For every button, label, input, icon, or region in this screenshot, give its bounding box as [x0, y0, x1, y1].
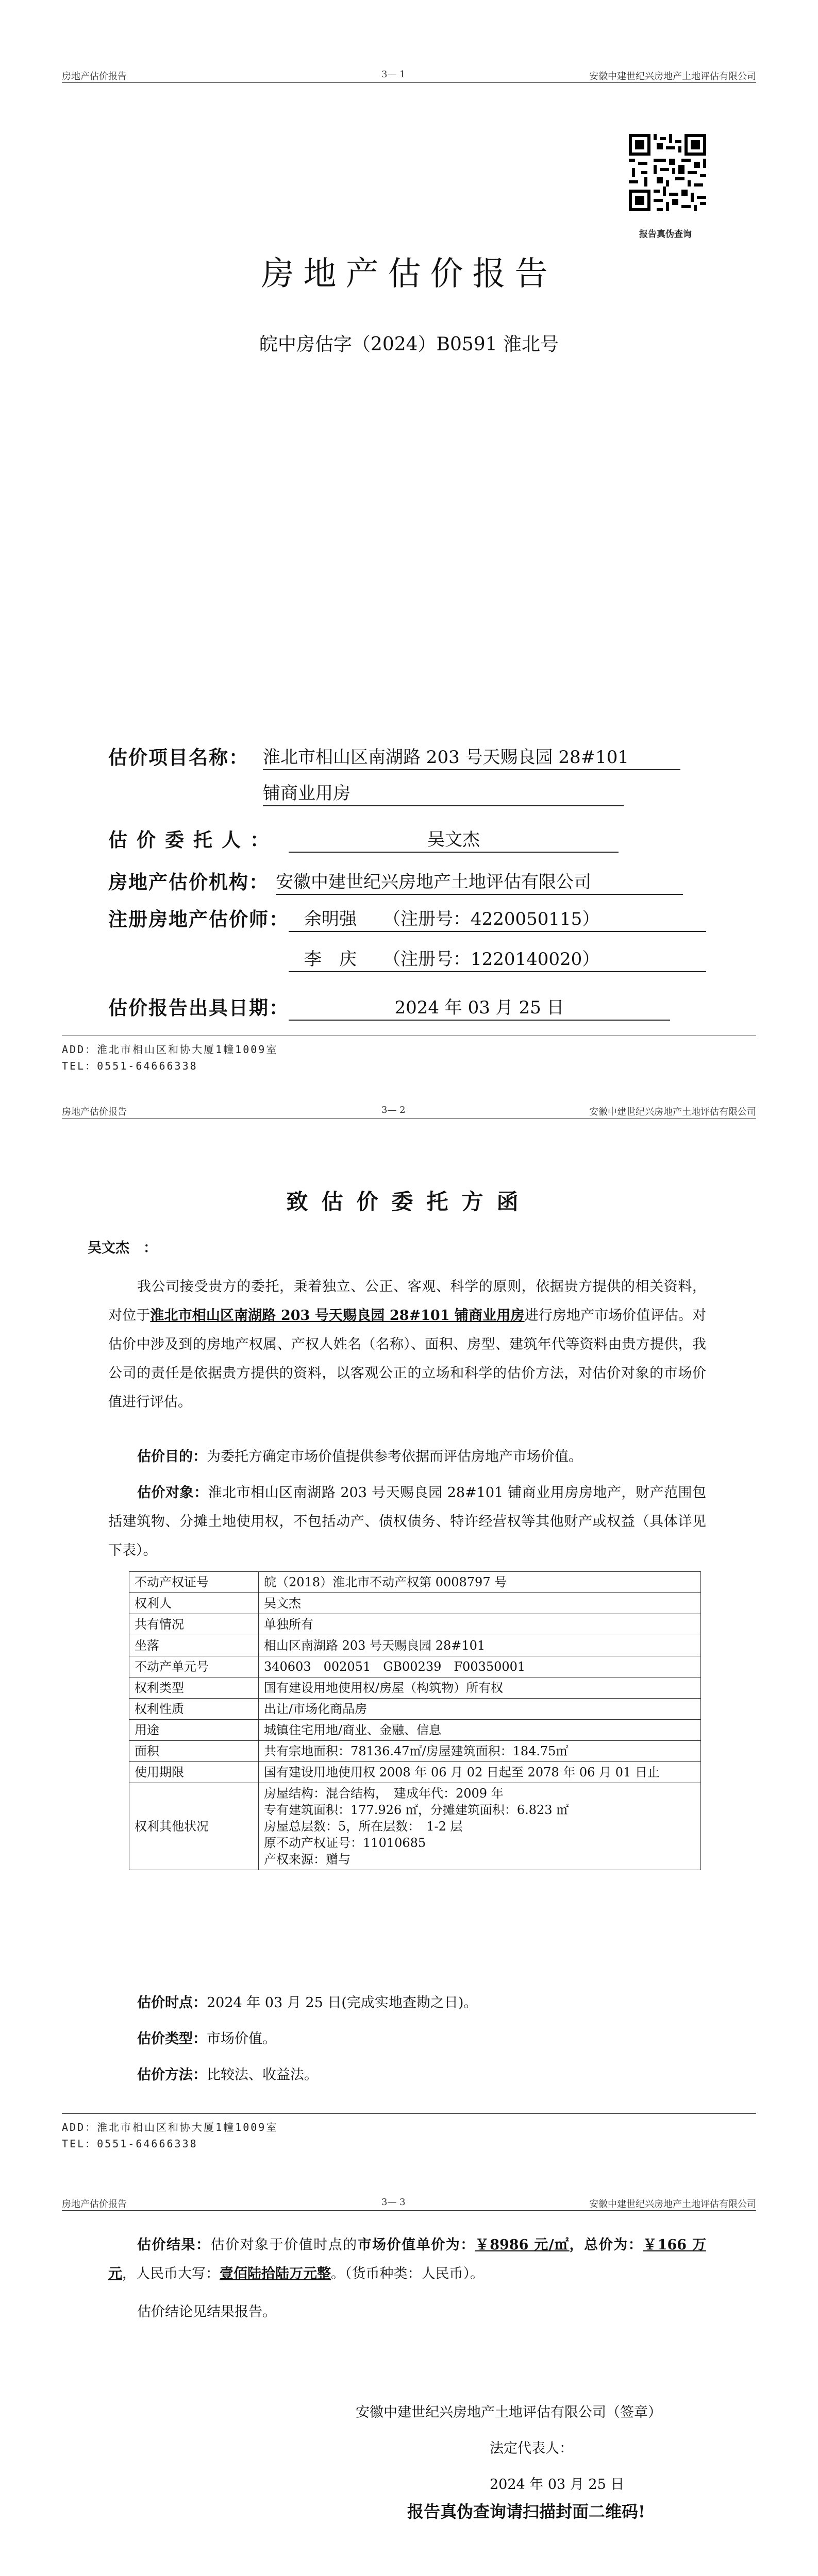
valuation-type: 估价类型：市场价值。	[137, 2031, 276, 2047]
total-price: ￥166 万元	[108, 2237, 706, 2282]
page-footer	[62, 2113, 756, 2152]
verify-note: 报告真伪查询请扫描封面二维码!	[407, 2502, 646, 2521]
appraiser-1: 余明强 （注册号：4220050115）	[289, 905, 706, 932]
salutation: 吴文杰 ：	[88, 1240, 157, 1256]
table-row	[129, 1699, 701, 1720]
letter-heading: 致估价委托方函	[286, 1189, 532, 1214]
table-row	[129, 1720, 701, 1741]
see-report: 估价结论见结果报告。	[137, 2304, 276, 2320]
cover-title: 房地产估价报告	[261, 255, 557, 293]
header-right: 安徽中建世纪兴房地产土地评估有限公司	[589, 2199, 756, 2210]
client-label: 估价委托人：	[108, 828, 278, 851]
table-key: 权利人	[129, 1593, 259, 1614]
qr-caption: 报告真伪查询	[639, 229, 692, 240]
table-row	[129, 1593, 701, 1614]
table-key: 权利性质	[129, 1699, 259, 1720]
valuation-method: 估价方法：比较法、收益法。	[137, 2067, 318, 2083]
table-row	[129, 1783, 701, 1870]
table-row	[129, 1741, 701, 1762]
purpose-paragraph: 估价目的：为委托方确定市场价值提供参考依据而评估房地产市场价值。	[137, 1449, 582, 1465]
table-key: 权利其他状况	[129, 1783, 259, 1870]
table-row	[129, 1762, 701, 1783]
table-key: 坐落	[129, 1635, 259, 1656]
page-header	[62, 67, 756, 83]
letter-page-2	[0, 2195, 818, 2576]
client-name: 吴文杰	[289, 825, 619, 853]
table-value: 皖（2018）淮北市不动产权第 0008797 号	[259, 1572, 701, 1593]
property-address: 淮北市相山区南湖路 203 号天赐良园 28#101 铺商业用房	[150, 1308, 525, 1324]
report-number: 皖中房估字（2024）B0591 淮北号	[259, 334, 559, 355]
signature-date: 2024 年 03 月 25 日	[490, 2477, 625, 2493]
signature-rep: 法定代表人：	[490, 2441, 573, 2456]
table-value: 单独所有	[259, 1614, 701, 1635]
footer-address: ADD：淮北市相山区和协大厦1幢1009室	[62, 2121, 278, 2133]
header-page-number: 3— 1	[381, 69, 406, 80]
table-row	[129, 1572, 701, 1593]
page-footer	[62, 1036, 756, 1074]
agency-label: 房地产估价机构：	[108, 871, 269, 893]
table-key: 共有情况	[129, 1614, 259, 1635]
qr-code-icon[interactable]	[629, 134, 706, 211]
unit-price: ￥8986 元/㎡	[475, 2237, 570, 2253]
page-header	[62, 1103, 756, 1118]
table-key: 不动产单元号	[129, 1656, 259, 1677]
table-value: 340603 002051 GB00239 F00350001	[259, 1656, 701, 1677]
signature-company: 安徽中建世纪兴房地产土地评估有限公司（签章）	[356, 2404, 662, 2420]
table-value: 共有宗地面积：78136.47㎡/房屋建筑面积：184.75㎡	[259, 1741, 701, 1762]
table-value: 吴文杰	[259, 1593, 701, 1614]
header-left: 房地产估价报告	[62, 2199, 127, 2210]
object-paragraph: 估价对象：淮北市相山区南湖路 203 号天赐良园 28#101 铺商业用房房地产，财产范围包括建筑物、分摊土地使用权，不包括动产、债权债务、特许经营权等其他财产或权益（具体详见下表）。	[108, 1485, 706, 1558]
header-right: 安徽中建世纪兴房地产土地评估有限公司	[589, 1107, 756, 1117]
table-value: 房屋结构：混合结构， 建成年代：2009 年 专有建筑面积：177.926 ㎡，分摊建筑面积：6.823 ㎡ 房屋总层数：5，所在层数： 1-2 层 原不动产权证号：11010685 产权来源：赠与	[259, 1783, 701, 1870]
letter-paragraph-1: 我公司接受贵方的委托，秉着独立、公正、客观、科学的原则，依据贵方提供的相关资料，对位于淮北市相山区南湖路 203 号天赐良园 28#101 铺商业用房进行房地产市场价值评估。对估价中涉及到的房地产权属、产权人姓名（名称）、面积、房型、建筑年代等资料由贵方提供，我公司的责任是依据贵方提供的资料，以客观公正的立场和科学的估价方法，对估价对象的市场价值进行评估。	[108, 1279, 707, 1410]
result-paragraph: 估价结果：估价对象于价值时点的市场价值单价为：￥8986 元/㎡，总价为：￥166 万元，人民币大写：壹佰陆拾陆万元整。（货币种类：人民币）。	[108, 2237, 706, 2282]
appraiser-2: 李 庆 （注册号：1220140020）	[289, 945, 706, 972]
table-key: 面积	[129, 1741, 259, 1762]
page-header	[62, 2195, 756, 2211]
total-price-chinese: 壹佰陆拾陆万元整	[220, 2266, 331, 2282]
table-key: 用途	[129, 1720, 259, 1741]
project-name-line2: 铺商业用房	[263, 779, 624, 806]
header-left: 房地产估价报告	[62, 1107, 127, 1117]
header-right: 安徽中建世纪兴房地产土地评估有限公司	[589, 71, 756, 82]
footer-tel: TEL：0551-64666338	[62, 1060, 198, 1072]
issue-date: 2024 年 03 月 25 日	[289, 993, 670, 1021]
footer-address: ADD：淮北市相山区和协大厦1幢1009室	[62, 1043, 278, 1056]
agency-name: 安徽中建世纪兴房地产土地评估有限公司	[276, 868, 683, 895]
table-value: 国有建设用地使用权 2008 年 06 月 02 日起至 2078 年 06 月 01 日止	[259, 1762, 701, 1783]
header-left: 房地产估价报告	[62, 71, 127, 82]
date-label: 估价报告出具日期：	[108, 996, 289, 1019]
project-label: 估价项目名称：	[108, 746, 249, 769]
project-name-line1: 淮北市相山区南湖路 203 号天赐良园 28#101	[263, 743, 680, 770]
footer-tel: TEL：0551-64666338	[62, 2138, 198, 2150]
cover-page	[0, 0, 818, 1072]
table-key: 权利类型	[129, 1677, 259, 1699]
table-row	[129, 1677, 701, 1699]
letter-page-1	[0, 1103, 818, 2169]
table-value: 国有建设用地使用权/房屋（构筑物）所有权	[259, 1677, 701, 1699]
table-row	[129, 1656, 701, 1677]
table-key: 不动产权证号	[129, 1572, 259, 1593]
table-row	[129, 1614, 701, 1635]
header-page-number: 3— 2	[381, 1105, 406, 1115]
table-value: 出让/市场化商品房	[259, 1699, 701, 1720]
valuation-time: 估价时点：2024 年 03 月 25 日(完成实地查勘之日)。	[137, 1995, 478, 2011]
table-value: 城镇住宅用地/商业、金融、信息	[259, 1720, 701, 1741]
table-value: 相山区南湖路 203 号天赐良园 28#101	[259, 1635, 701, 1656]
table-row	[129, 1635, 701, 1656]
header-page-number: 3— 3	[381, 2197, 406, 2208]
table-key: 使用期限	[129, 1762, 259, 1783]
property-facts-table	[129, 1571, 701, 1870]
appraiser-label: 注册房地产估价师：	[108, 908, 289, 930]
